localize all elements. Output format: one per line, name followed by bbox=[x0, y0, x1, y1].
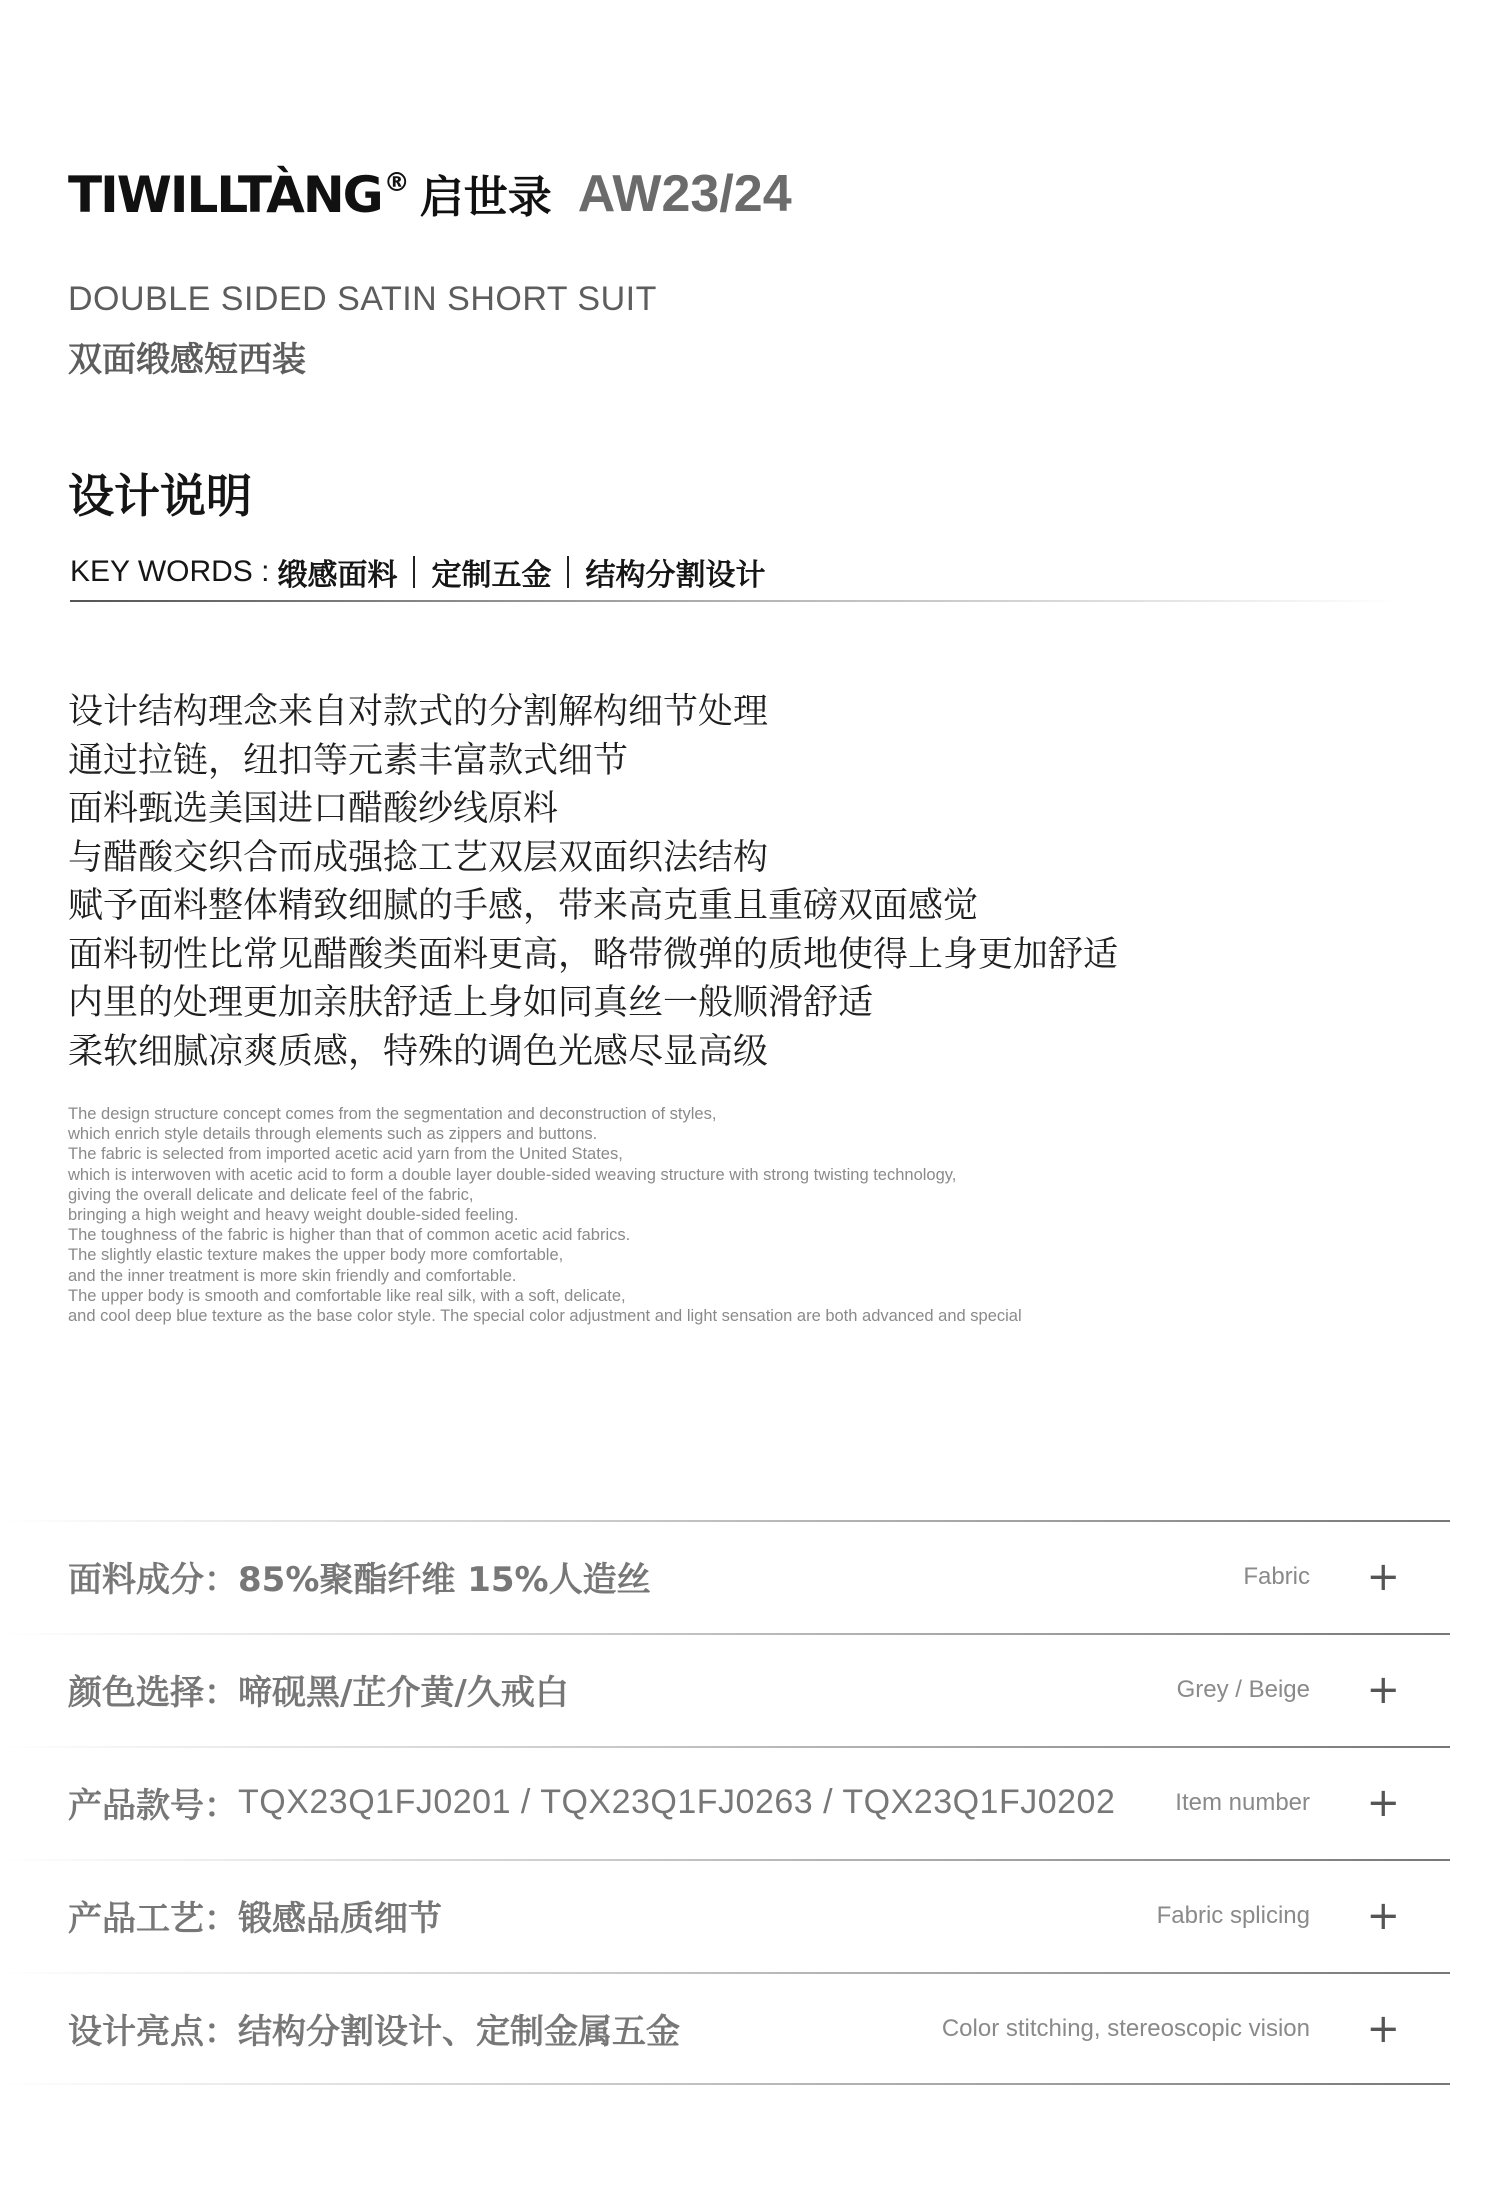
description-cn-line: 设计结构理念来自对款式的分割解构细节处理 bbox=[68, 692, 769, 732]
spec-label-value: 啼砚黑/芷介黄/久戒白 bbox=[238, 1673, 569, 1713]
keyword-separator bbox=[413, 556, 415, 588]
keyword: 缎感面料 bbox=[277, 558, 398, 593]
description-en-line: bringing a high weight and heavy weight double-sided feeling. bbox=[68, 1206, 519, 1225]
description-cn-line: 面料甄选美国进口醋酸纱线原料 bbox=[68, 789, 559, 829]
description-en-line: and the inner treatment is more skin friendly and comfortable. bbox=[68, 1266, 517, 1285]
description-en-line: The upper body is smooth and comfortable like real silk, with a soft, delicate, bbox=[68, 1286, 626, 1305]
season-label: AW23/24 bbox=[577, 165, 792, 223]
description-en-line: The slightly elastic texture makes the upper body more comfortable, bbox=[68, 1246, 564, 1265]
spec-row-fabric[interactable] bbox=[0, 1520, 1500, 1633]
spec-label-key: 颜色选择： bbox=[68, 1673, 238, 1713]
description-en bbox=[68, 1104, 1022, 1326]
registered-mark: ® bbox=[383, 168, 410, 198]
spec-label bbox=[68, 1633, 569, 1746]
description-en-line: which is interwoven with acetic acid to form a double layer double-sided weaving structure with strong twisting technology, bbox=[68, 1165, 957, 1184]
description-en-line: and cool deep blue texture as the base color style. The special color adjustment and light sensation are both advanced and special bbox=[68, 1307, 1022, 1326]
keyword-separator bbox=[567, 556, 569, 588]
spec-label bbox=[68, 1859, 442, 1972]
spec-label-value: TQX23Q1FJ0201 / TQX23Q1FJ0263 / TQX23Q1FJ0202 bbox=[238, 1783, 1116, 1821]
brand-logo: TIWILLTÀNG bbox=[68, 166, 382, 224]
spec-label bbox=[68, 1746, 1115, 1859]
description-en-line: The toughness of the fabric is higher than that of common acetic acid fabrics. bbox=[68, 1226, 631, 1245]
design-section-title: 设计说明 bbox=[68, 469, 252, 523]
spec-label-en: Color stitching, stereoscopic vision bbox=[941, 2014, 1310, 2042]
spec-label-key: 设计亮点： bbox=[68, 2012, 238, 2052]
spec-row-color[interactable] bbox=[0, 1633, 1500, 1746]
description-en-line: which enrich style details through elements such as zippers and buttons. bbox=[68, 1125, 598, 1144]
product-name-cn: 双面缎感短西装 bbox=[68, 340, 306, 380]
plus-icon[interactable]: + bbox=[1366, 1666, 1400, 1713]
plus-icon[interactable]: + bbox=[1366, 1553, 1400, 1600]
spec-row-craft[interactable] bbox=[0, 1859, 1500, 1972]
description-cn-line: 内里的处理更加亲肤舒适上身如同真丝一般顺滑舒适 bbox=[68, 983, 874, 1023]
spec-label bbox=[68, 1972, 680, 2085]
keywords-divider bbox=[70, 600, 1400, 602]
spec-row-item-number[interactable] bbox=[0, 1746, 1500, 1859]
spec-row-highlight[interactable] bbox=[0, 1972, 1500, 2085]
spec-label-value: 锻感品质细节 bbox=[238, 1899, 442, 1939]
description-cn bbox=[68, 688, 1118, 1076]
spec-label-en: Grey / Beige bbox=[1176, 1675, 1310, 1703]
product-name-en: DOUBLE SIDED SATIN SHORT SUIT bbox=[68, 280, 657, 318]
spec-label bbox=[68, 1520, 651, 1633]
description-en-line: The fabric is selected from imported acetic acid yarn from the United States, bbox=[68, 1145, 623, 1164]
keyword: 定制五金 bbox=[431, 558, 552, 593]
plus-icon[interactable]: + bbox=[1366, 1779, 1400, 1826]
description-en-line: giving the overall delicate and delicate feel of the fabric, bbox=[68, 1185, 474, 1204]
spec-label-key: 产品工艺： bbox=[68, 1899, 238, 1939]
plus-icon[interactable]: + bbox=[1366, 1892, 1400, 1939]
keywords-label: KEY WORDS : bbox=[70, 555, 270, 588]
keyword: 结构分割设计 bbox=[585, 558, 766, 593]
description-cn-line: 与醋酸交织合而成强捻工艺双层双面织法结构 bbox=[68, 837, 769, 878]
description-cn-line: 柔软细腻凉爽质感，特殊的调色光感尽显高级 bbox=[68, 1031, 769, 1072]
description-en-line: The design structure concept comes from the segmentation and deconstruction of styles, bbox=[68, 1105, 717, 1123]
description-cn-line: 通过拉链，纽扣等元素丰富款式细节 bbox=[68, 740, 629, 781]
brand-name-cn: 启世录 bbox=[419, 172, 552, 223]
plus-icon[interactable]: + bbox=[1366, 2005, 1400, 2052]
spec-label-value: 结构分割设计、定制金属五金 bbox=[238, 2012, 680, 2052]
spec-label-key: 面料成分： bbox=[68, 1560, 238, 1600]
brand-header bbox=[68, 140, 792, 224]
description-cn-line: 面料韧性比常见醋酸类面料更高，略带微弹的质地使得上身更加舒适 bbox=[68, 934, 1119, 975]
spec-table bbox=[0, 1520, 1500, 2085]
description-cn-line: 赋予面料整体精致细腻的手感，带来高克重且重磅双面感觉 bbox=[68, 886, 979, 926]
spec-label-en: Item number bbox=[1175, 1788, 1310, 1816]
row-divider bbox=[0, 2083, 1450, 2085]
keywords-line bbox=[70, 550, 765, 594]
spec-label-en: Fabric splicing bbox=[1156, 1901, 1310, 1929]
spec-label-en: Fabric bbox=[1243, 1562, 1310, 1590]
spec-label-value: 85%聚酯纤维 15%人造丝 bbox=[238, 1560, 651, 1600]
spec-label-key: 产品款号： bbox=[68, 1786, 238, 1826]
